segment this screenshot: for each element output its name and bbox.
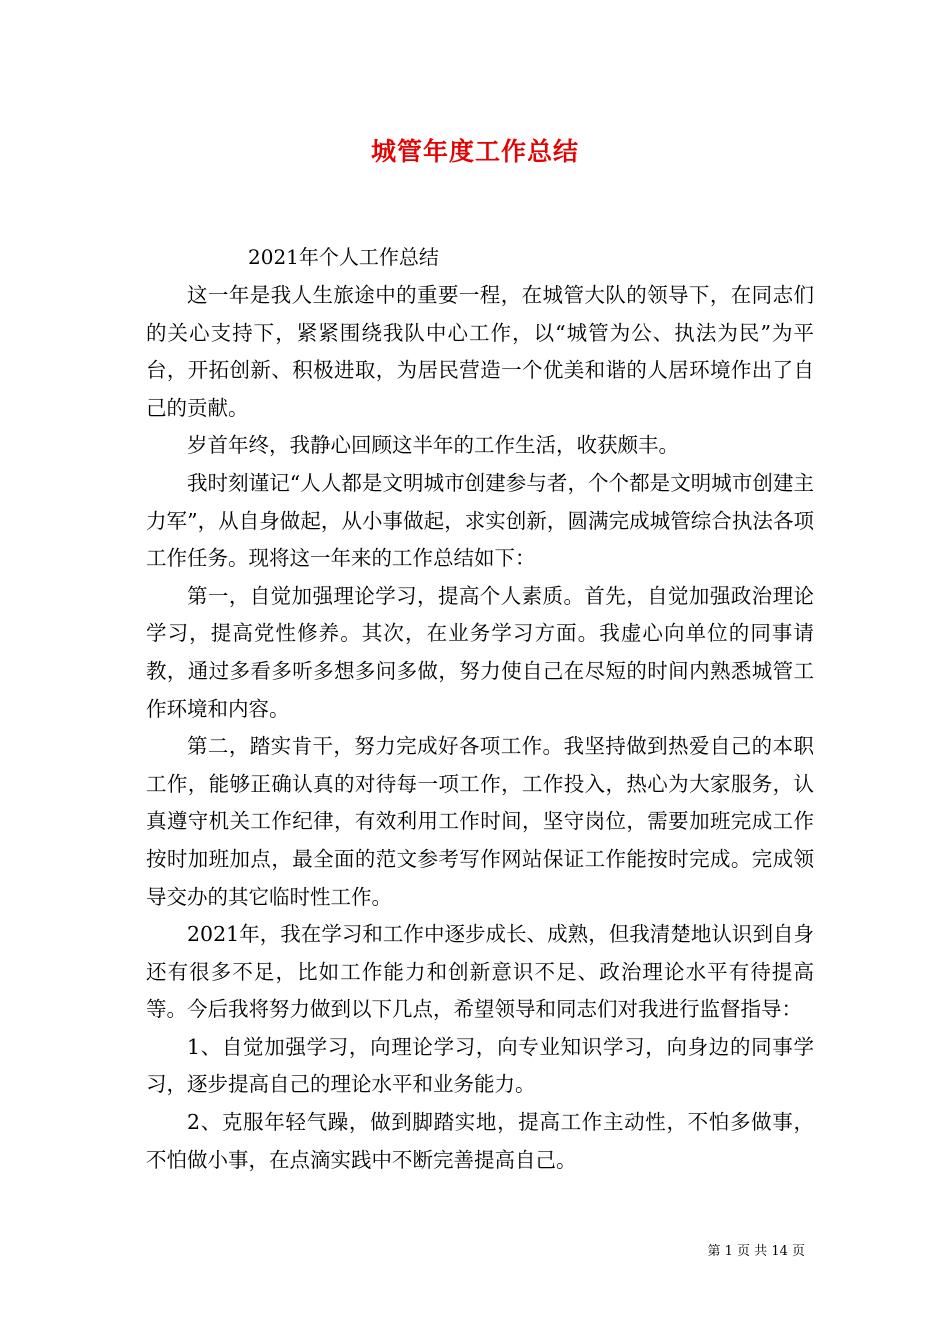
document-body	[146, 277, 814, 1179]
document-subtitle: 2021年个人工作总结	[248, 245, 439, 269]
paragraph-8: 2、克服年轻气躁，做到脚踏实地，提高工作主动性，不怕多做事，不怕做小事，在点滴实践中不断完善提高自己。	[146, 1110, 814, 1172]
document-title: 城管年度工作总结	[370, 137, 579, 166]
page-number: 第 1 页 共 14 页	[707, 1244, 805, 1259]
paragraph-2: 岁首年终，我静心回顾这半年的工作生活，收获颇丰。	[187, 433, 679, 458]
paragraph-1: 这一年是我人生旅途中的重要一程，在城管大队的领导下，在同志们的关心支持下，紧紧围绕我队中心工作，以“城管为公、执法为民”为平台，开拓创新、积极进取，为居民营造一个优美和谐的人居环境作出了自己的贡献。	[146, 283, 814, 420]
paragraph-4: 第一，自觉加强理论学习，提高个人素质。首先，自觉加强政治理论学习，提高党性修养。其次，在业务学习方面。我虚心向单位的同事请教，通过多看多听多想多问多做，努力使自己在尽短的时间内熟悉城管工作环境和内容。	[146, 583, 814, 721]
paragraph-6: 2021年，我在学习和工作中逐步成长、成熟，但我清楚地认识到自身还有很多不足，比如工作能力和创新意识不足、政治理论水平有待提高等。今后我将努力做到以下几点，希望领导和同志们对我进行监督指导：	[146, 922, 814, 1022]
paragraph-7: 1、自觉加强学习，向理论学习，向专业知识学习，向身边的同事学习，逐步提高自己的理论水平和业务能力。	[146, 1034, 814, 1097]
paragraph-5: 第二，踏实肯干，努力完成好各项工作。我坚持做到热爱自己的本职工作，能够正确认真的对待每一项工作，工作投入，热心为大家服务，认真遵守机关工作纪律，有效利用工作时间，坚守岗位，需要加班完成工作按时加班加点，最全面的范文参考写作网站保证工作能按时完成。完成领导交办的其它临时性工作。	[146, 734, 814, 909]
paragraph-3: 我时刻谨记“人人都是文明城市创建参与者，个个都是文明城市创建主力军”，从自身做起，从小事做起，求实创新，圆满完成城管综合执法各项工作任务。现将这一年来的工作总结如下：	[146, 470, 814, 571]
